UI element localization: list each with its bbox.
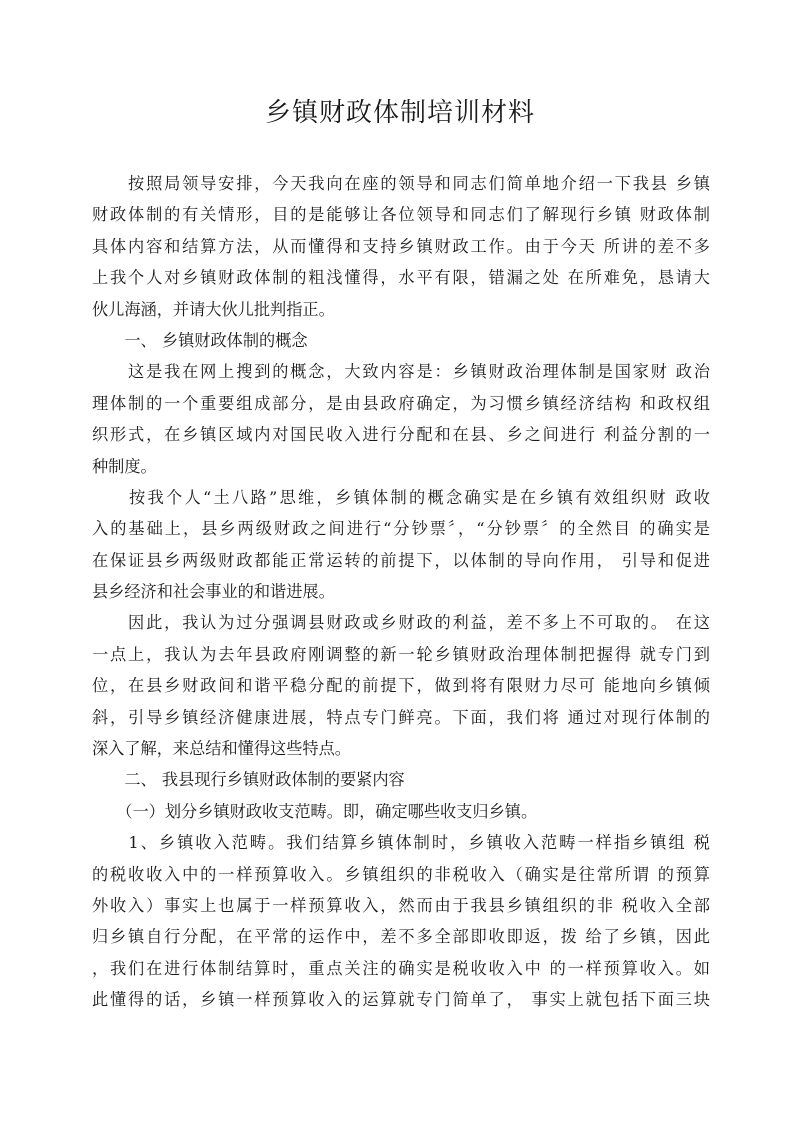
paragraph-line: 伙儿海涵，并请大伙儿批判指正。 <box>92 299 335 319</box>
paragraph-line: 理体制的一个重要组成部分，是由县政府确定，为习惯乡镇经济结构 和政权组 <box>92 393 710 413</box>
paragraph-line: 1、乡镇收入范畴。我们结算乡镇体制时，乡镇收入范畴一样指乡镇组 税 <box>92 833 710 853</box>
paragraph-line: 种制度。 <box>92 456 157 476</box>
document-body <box>92 168 710 1016</box>
paragraph-line: 织形式，在乡镇区域内对国民收入进行分配和在县、乡之间进行 利益分割的一 <box>92 425 710 445</box>
paragraph-line: 一点上，我认为去年县政府刚调整的新一轮乡镇财政治理体制把握得 就专门到 <box>92 644 710 664</box>
paragraph-line: 外收入）事实上也属于一样预算收入，然而由于我县乡镇组织的非 税收入全部 <box>92 895 710 915</box>
section-heading: 二、 我县现行乡镇财政体制的要紧内容 <box>92 770 405 790</box>
paragraph-line: 位，在县乡财政间和谐平稳分配的前提下，做到将有限财力尽可 能地向乡镇倾 <box>92 676 710 696</box>
subsection-heading: （一）划分乡镇财政收支范畴。即，确定哪些收支归乡镇。 <box>92 801 538 821</box>
paragraph-line: 入的基础上，县乡两级财政之间进行“分钞票〞，“分钞票〞的全然目 的确实是 <box>92 519 710 539</box>
paragraph-line: 财政体制的有关情形，目的是能够让各位领导和同志们了解现行乡镇 财政体制 <box>92 205 710 225</box>
paragraph-line: 上我个人对乡镇财政体制的粗浅懂得，水平有限，错漏之处 在所难免，恳请大 <box>92 268 710 288</box>
paragraph-line: 此懂得的话，乡镇一样预算收入的运算就专门简单了， 事实上就包括下面三块 <box>92 990 710 1010</box>
paragraph-line: 按我个人“土八路”思维，乡镇体制的概念确实是在乡镇有效组织财 政收 <box>92 487 710 507</box>
paragraph-line: 这是我在网上搜到的概念，大致内容是：乡镇财政治理体制是国家财 政治 <box>92 362 710 382</box>
paragraph-line: ，我们在进行体制结算时，重点关注的确实是税收收入中 的一样预算收入。如 <box>92 958 710 978</box>
paragraph-line: 按照局领导安排，今天我向在座的领导和同志们简单地介绍一下我县 乡镇 <box>92 174 710 193</box>
paragraph-line: 的税收收入中的一样预算收入。乡镇组织的非税收入（确实是往常所谓 的预算 <box>92 864 710 884</box>
paragraph-line: 深入了解，来总结和懂得这些特点。 <box>92 739 351 759</box>
document-title: 乡镇财政体制培训材料 <box>264 98 535 128</box>
paragraph-line: 具体内容和结算方法，从而懂得和支持乡镇财政工作。由于今天 所讲的差不多 <box>92 236 710 256</box>
section-heading: 一、 乡镇财政体制的概念 <box>92 330 308 350</box>
paragraph-line: 归乡镇自行分配，在平常的运作中，差不多全部即收即返，拨 给了乡镇，因此 <box>92 927 710 947</box>
paragraph-line: 县乡经济和社会事业的和谐进展。 <box>92 582 335 602</box>
paragraph-line: 斜，引导乡镇经济健康进展，特点专门鲜亮。下面，我们将 通过对现行体制的 <box>92 707 710 727</box>
paragraph-line: 在保证县乡两级财政都能正常运转的前提下，以体制的导向作用， 引导和促进 <box>92 550 710 570</box>
paragraph-line: 因此，我认为过分强调县财政或乡财政的利益，差不多上不可取的。 在这 <box>92 613 710 633</box>
